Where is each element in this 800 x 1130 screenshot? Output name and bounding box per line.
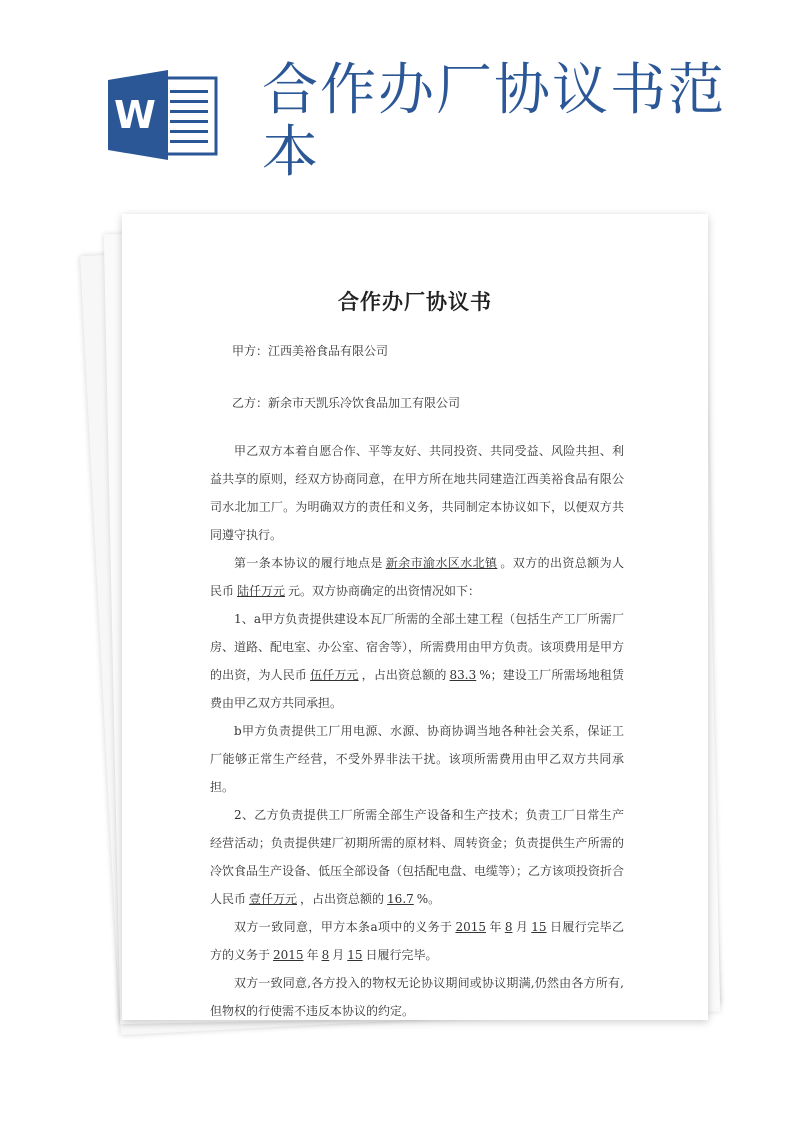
document-body <box>210 437 624 1025</box>
percent-field: 83.3 <box>449 668 477 682</box>
party-a: 甲方：江西美裕食品有限公司 <box>232 344 389 358</box>
day-field: 15 <box>531 920 547 934</box>
percent-field: 16.7 <box>387 892 414 906</box>
month-field: 8 <box>504 920 513 934</box>
dates-paragraph: 双方一致同意，甲方本条a项中的义务于 2015 年 8 月 15 日履行完毕乙方的义务于 2015 年 8 月 15 日履行完毕。 <box>210 920 624 962</box>
article-1: 第一条本协议的履行地点是 新余市渝水区水北镇 。双方的出资总额为人民币 陆仟万元 元。双方协商确定的出资情况如下： <box>210 556 624 598</box>
intro-paragraph: 甲乙双方本着自愿合作、平等友好、共同投资、共同受益、风险共担、利益共享的原则，经双方协商同意，在甲方所在地共同建造江西美裕食品有限公司水北加工厂。为明确双方的责任和义务，共同制定本协议如下，以便双方共同遵守执行。 <box>210 444 624 542</box>
amount-field: 壹仟万元 <box>249 892 298 906</box>
svg-text:W: W <box>114 93 156 137</box>
item-2: 2、乙方负责提供工厂所需全部生产设备和生产技术；负责工厂日常生产经营活动；负责提供建厂初期所需的原材料、周转资金；负责提供生产所需的冷饮食品生产设备、低压全部设备（包括配电盘、电缆等）；乙方该项投资折合人民币 壹仟万元 ，占出资总额的 16.7 %。 <box>210 808 625 906</box>
document-page <box>122 214 708 1020</box>
banner-title: 合作办厂协议书范本 <box>262 58 726 185</box>
document-title: 合作办厂协议书 <box>338 290 492 314</box>
party-b: 乙方：新余市天凯乐冷饮食品加工有限公司 <box>232 396 461 410</box>
amount-field: 伍仟万元 <box>310 668 359 682</box>
final-paragraph: 双方一致同意,各方投入的物权无论协议期间或协议期满,仍然由各方所有,但物权的行使需不违反本协议的约定。 <box>210 976 624 1018</box>
month-field: 8 <box>321 948 330 962</box>
header-banner <box>0 0 800 200</box>
item-1b: b甲方负责提供工厂用电源、水源、协商协调当地各种社会关系，保证工厂能够正常生产经营，不受外界非法干扰。该项所需费用由甲乙双方共同承担。 <box>210 724 624 794</box>
word-icon <box>108 70 218 160</box>
year-field: 2015 <box>273 948 304 962</box>
year-field: 2015 <box>455 920 486 934</box>
location-field: 新余市渝水区水北镇 <box>385 556 498 570</box>
item-1a: 1、a甲方负责提供建设本瓦厂所需的全部土建工程（包括生产工厂所需厂房、道路、配电室、办公室、宿舍等），所需费用由甲方负责。该项费用是甲方的出资，为人民币 伍仟万元 ，占出资总额的 83.3 %；建设工厂所需场地租赁费由甲乙双方共同承担。 <box>210 612 625 710</box>
total-amount-field: 陆仟万元 <box>237 584 286 598</box>
day-field: 15 <box>347 948 363 962</box>
